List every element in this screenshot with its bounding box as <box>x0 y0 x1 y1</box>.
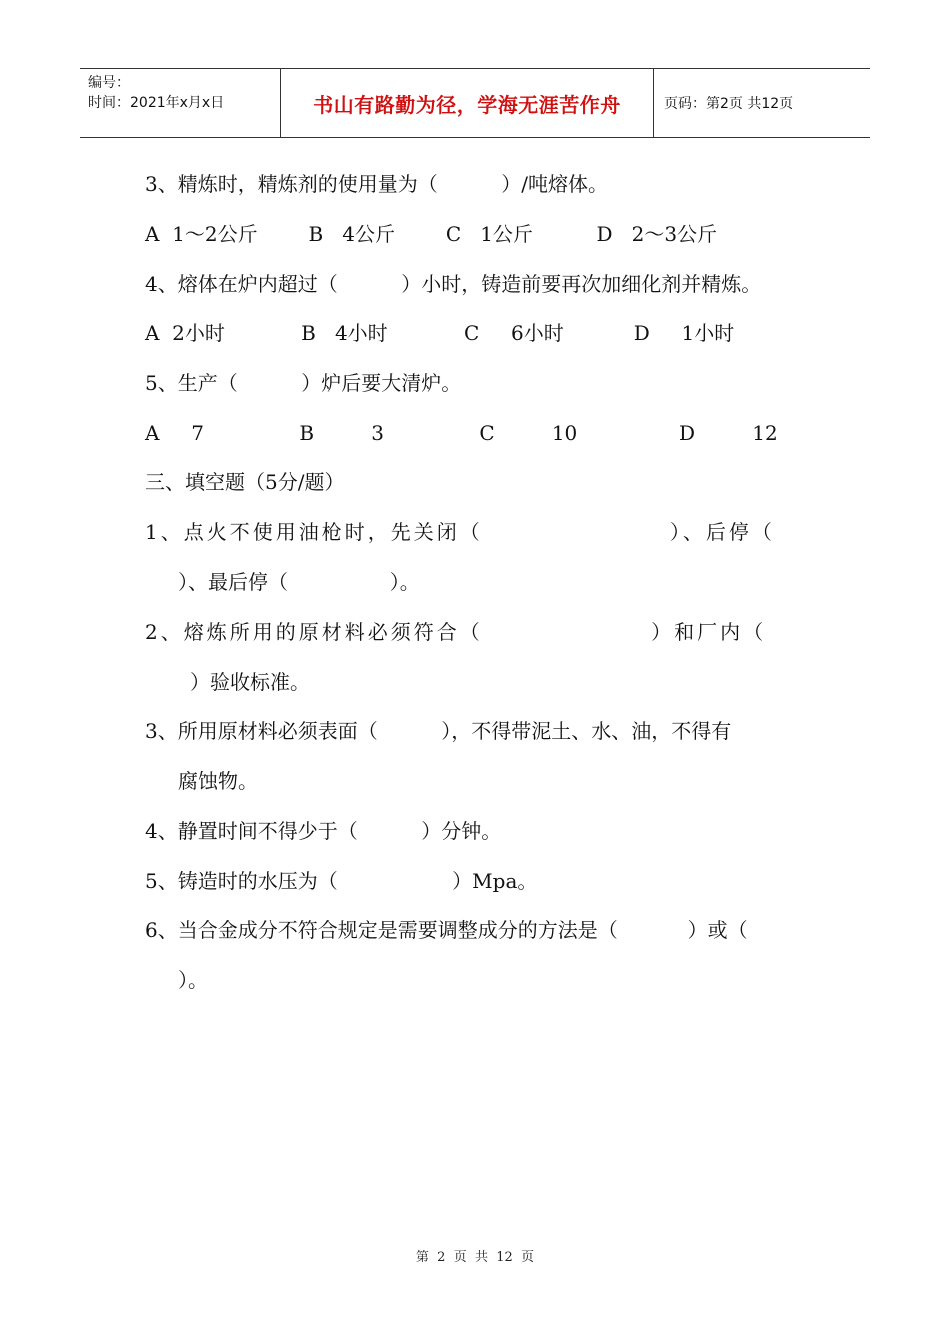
section-heading: 三、填空题（5分/题） <box>145 470 345 494</box>
fill-question-4: 4、静置时间不得少于（ ）分钟。 <box>145 819 502 843</box>
page-header <box>80 68 870 138</box>
question-5-options: A 7 B 3 C 10 D 12 <box>145 421 778 445</box>
question-3-options: A 1～2公斤 B 4公斤 C 1公斤 D 2～3公斤 <box>145 222 718 246</box>
fill-question-3: 3、所用原材料必须表面（ ），不得带泥土、水、油，不得有 <box>145 719 732 743</box>
page-footer: 第 2 页 共 12 页 <box>415 1250 535 1265</box>
fill-question-3-cont: 腐蚀物。 <box>178 769 258 793</box>
fill-question-6-cont: ）。 <box>178 968 208 992</box>
fill-question-1: 1、点火不使用油枪时，先关闭（ ）、后停（ <box>145 520 775 544</box>
time-label: 时间：2021年x月x日 <box>88 95 225 111</box>
header-motto: 书山有路勤为径，学海无涯苦作舟 <box>281 69 654 137</box>
number-label: 编号： <box>88 75 130 91</box>
header-page-info: 页码：第2页 共12页 <box>664 96 794 112</box>
fill-question-2: 2、熔炼所用的原材料必须符合（ ）和厂内（ <box>145 620 767 644</box>
question-5: 5、生产（ ）炉后要大清炉。 <box>145 371 462 395</box>
header-meta <box>80 69 281 137</box>
question-4-options: A 2小时 B 4小时 C 6小时 D 1小时 <box>145 321 735 345</box>
fill-question-2-cont: ）验收标准。 <box>190 670 310 694</box>
fill-question-5: 5、铸造时的水压为（ ）Mpa。 <box>145 869 538 893</box>
fill-question-6: 6、当合金成分不符合规定是需要调整成分的方法是（ ）或（ <box>145 918 748 942</box>
question-4: 4、熔体在炉内超过（ ）小时，铸造前要再次加细化剂并精炼。 <box>145 272 762 296</box>
question-3: 3、精炼时，精炼剂的使用量为（ ）/吨熔体。 <box>145 172 609 196</box>
fill-question-1-cont: ）、最后停（ ）。 <box>178 570 420 594</box>
